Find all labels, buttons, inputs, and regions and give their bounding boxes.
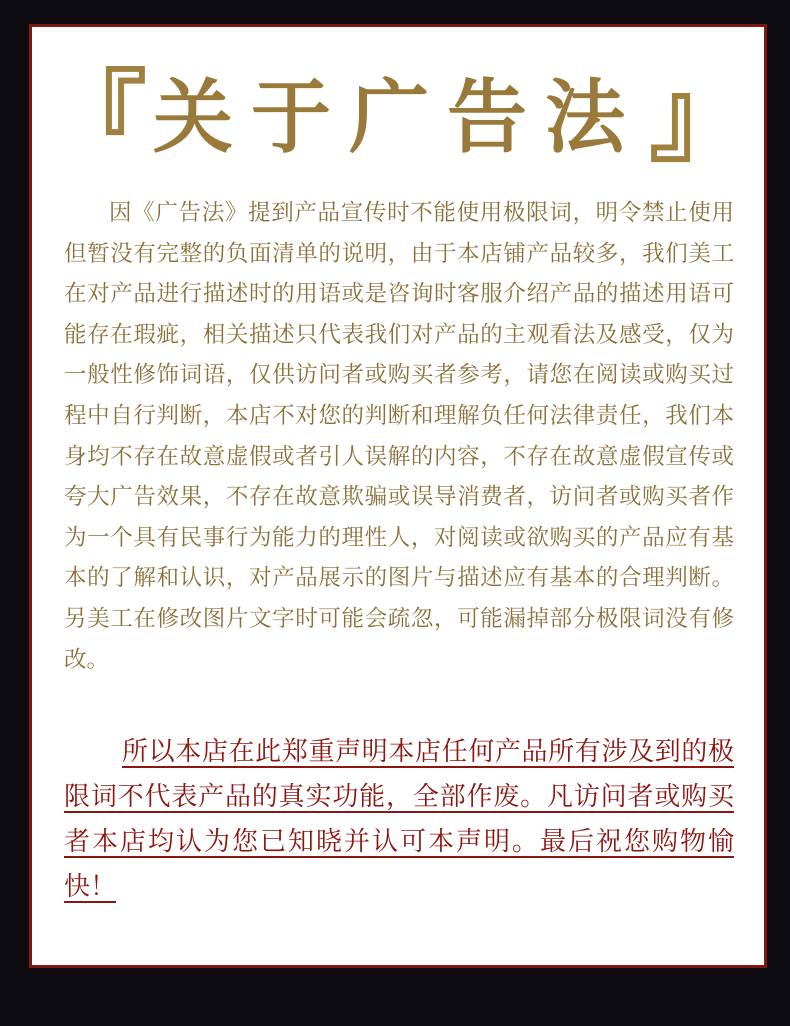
- title-close-bracket: 』: [649, 58, 749, 176]
- title-open-bracket: 『: [47, 58, 147, 176]
- declaration-paragraph: 所以本店在此郑重声明本店任何产品所有涉及到的极限词不代表产品的真实功能，全部作废。凡访问者或购买者本店均认为您已知晓并认可本声明。最后祝您购物愉快！: [64, 737, 734, 902]
- notice-card: [29, 24, 767, 968]
- title-block: [32, 57, 764, 177]
- intro-paragraph: 因《广告法》提到产品宣传时不能使用极限词，明令禁止使用但暂没有完整的负面清单的说明，由于本店铺产品较多，我们美工在对产品进行描述时的用语或是咨询时客服介绍产品的描述用语可能存在瑕疵，相关描述只代表我们对产品的主观看法及感受，仅为一般性修饰词语，仅供访问者或购买者参考，请您在阅读或购买过程中自行判断，本店不对您的判断和理解负任何法律责任，我们本身均不存在故意虚假或者引人误解的内容，不存在故意虚假宣传或夸大广告效果，不存在故意欺骗或误导消费者，访问者或购买者作为一个具有民事行为能力的理性人，对阅读或欲购买的产品应有基本的了解和认识，对产品展示的图片与描述应有基本的合理判断。另美工在修改图片文字时可能会疏忽，可能漏掉部分极限词没有修改。: [64, 200, 734, 673]
- page-title: 关于广告法: [153, 70, 643, 164]
